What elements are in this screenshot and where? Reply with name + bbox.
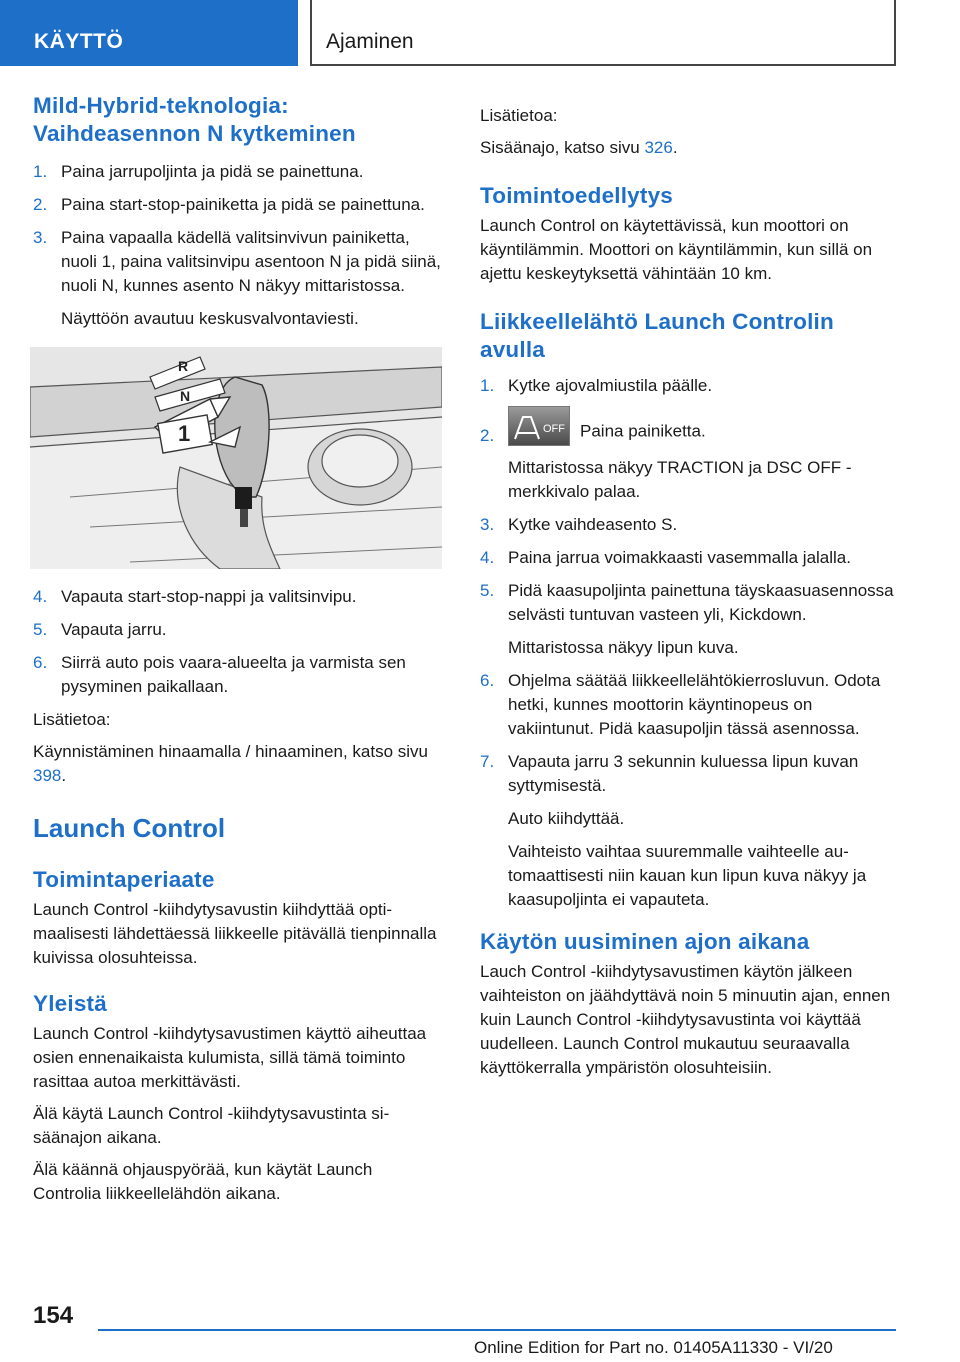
steps-list-b — [33, 585, 445, 699]
list-item: 4. Paina jarrua voimakkaasti vasemmalla jalalla. — [480, 548, 851, 567]
list-item: 2. Paina start-stop-painiketta ja pidä se painettuna. — [33, 195, 425, 214]
heading-launch-start: Liikkeellelähtö Launch Controlin avulla — [480, 309, 834, 362]
list-item: 6. Siirrä auto pois vaara-alueelta ja varmista sen pysyminen paikallaan. — [33, 653, 406, 696]
list-item: 1. Kytke ajovalmiustila päälle. — [480, 376, 713, 395]
heading-reuse: Käytön uusiminen ajon aikana — [480, 929, 810, 954]
figure-label-n: N — [180, 388, 191, 404]
gear-selector-figure — [30, 347, 442, 569]
list-item: 4. Vapauta start-stop-nappi ja valitsinvipu. — [33, 587, 357, 606]
general-paragraph-1: Launch Control -kiihdytysavustimen käyttö aiheuttaa osien ennenaikaista kulumista, sillä tämä toiminto rasittaa autoa merkittävästi. — [33, 1024, 427, 1091]
chapter-title: Ajaminen — [312, 0, 896, 66]
heading-launch-control: Launch Control — [33, 813, 226, 843]
heading-requirements: Toimintoedellytys — [480, 183, 674, 208]
footer-rule — [98, 1329, 896, 1331]
heading-principle: Toimintaperiaate — [33, 867, 215, 892]
figure-label-1: 1 — [178, 421, 191, 446]
svg-text:OFF: OFF — [543, 423, 565, 435]
list-item: 1. Paina jarrupoljinta ja pidä se painettuna. — [33, 162, 364, 181]
info-paragraph: Sisäänajo, katso sivu 326. — [480, 138, 678, 157]
list-item: 5. Vapauta jarru. — [33, 620, 167, 639]
section-tab[interactable]: KÄYTTÖ — [0, 0, 298, 66]
info-label: Lisätietoa: — [33, 710, 111, 729]
general-paragraph-3: Älä käännä ohjauspyörää, kun käytät Launch Controlia liikkeellelähdön aikana. — [33, 1160, 373, 1203]
page-link[interactable]: 398 — [33, 766, 62, 785]
heading-mild-hybrid: Mild-Hybrid-teknologia: Vaihdeasennon N kytkeminen — [33, 93, 356, 146]
figure-label-r: R — [178, 358, 189, 374]
reuse-paragraph: Lauch Control -kiihdytysavustimen käytön jälkeen vaihteiston on jäähdyttävä noin 5 minuutin ajan, ennen kuin Launch Control -kiihdytysavustinta voi käyttää uudelleen. Launch Control mukautuu seuraavalla käyttökerralla ympäristön olosuhteisiin. — [480, 962, 891, 1077]
page-number: 154 — [33, 1302, 74, 1329]
general-paragraph-2: Älä käytä Launch Control -kiihdytysavustinta sisäänajon aikana. — [33, 1104, 390, 1147]
launch-steps-list — [480, 374, 900, 912]
steps-list-a — [33, 160, 445, 331]
info-label: Lisätietoa: — [480, 106, 558, 125]
list-item: 5. Pidä kaasupoljinta painettuna täyskaasuasennossa selvästi tuntuvan vasteen yli, Kickdown. Mittaristossa näkyy lipun kuva. — [480, 581, 894, 657]
list-item: 7. Vapauta jarru 3 sekunnin kuluessa lipun kuvan syttymisestä. Auto kiihdyttää. Vaihteisto vaihtaa suuremmalle vaihteelle automaattisesti niin kauan kun lipun kuva näkyy ja kaasupoljinta ei vapauteta. — [480, 752, 867, 909]
right-column — [480, 104, 900, 1080]
principle-paragraph: Launch Control -kiihdytysavustin kiihdyttää optimaalisesti lähdettäessä liikkeelle pitävällä tienpinnalla kuivissa olosuhteissa. — [33, 900, 437, 967]
info-paragraph: Käynnistäminen hinaamalla / hinaaminen, katso sivu 398. — [33, 742, 429, 785]
heading-general: Yleistä — [33, 991, 107, 1016]
list-item: 3. Kytke vaihdeasento S. — [480, 515, 678, 534]
requirements-paragraph: Launch Control on käytettävissä, kun moottori on käyntilämmin. Moottori on käyntilämmin, kun sillä on ajettu keskeytyksettä vähintään 10 km. — [480, 216, 873, 283]
traction-off-button-icon — [508, 406, 570, 446]
left-column — [33, 92, 445, 1206]
list-item: 2. OFF Paina painiketta. Mittaristossa näkyy TRACTION ja DSC OFF -merkkivalo palaa. — [480, 412, 900, 504]
page-link[interactable]: 326 — [644, 138, 673, 157]
list-item: 3. Paina vapaalla kädellä valitsinvivun painiketta, nuoli 1, paina valitsinvipu asentoon N ja pidä siinä, nuoli N, kunnes asento N näkyy mittaristossa. Näyttöön avautuu keskusvalvontaviesti. — [33, 228, 441, 328]
list-item: 6. Ohjelma säätää liikkeellelähtökierrosluvun. Odota hetki, kunnes moottorin käyntinopeus on vakiintunut. Pidä kaasupoljin tässä asennossa. — [480, 671, 881, 738]
footer-edition: Online Edition for Part no. 01405A11330 - VI/20 — [474, 1338, 833, 1357]
